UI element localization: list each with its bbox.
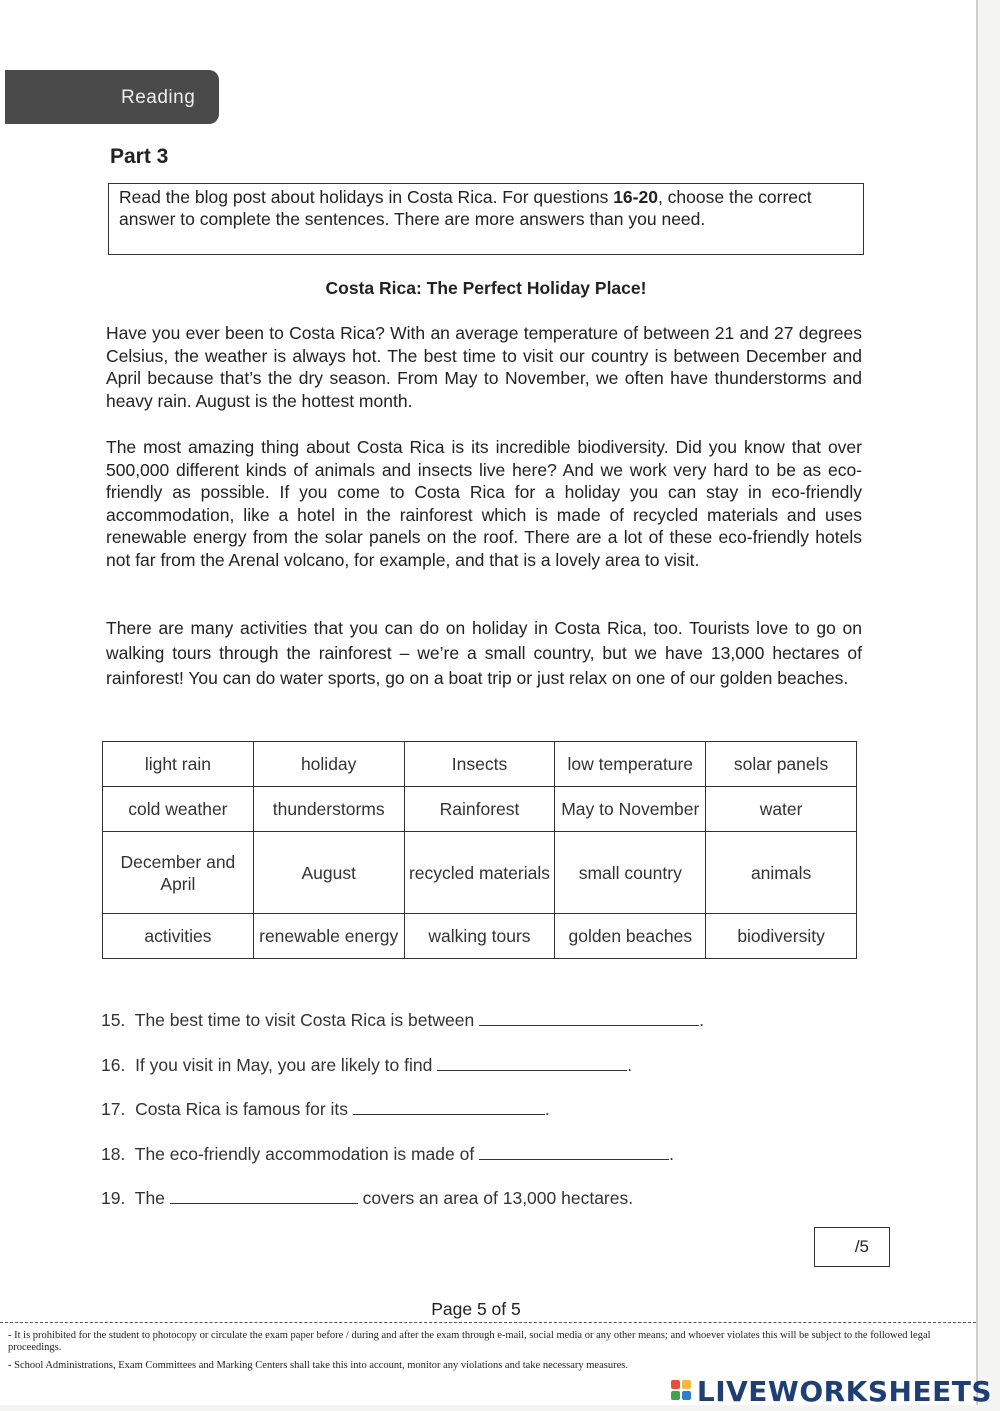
table-row [103,787,857,832]
blog-paragraph: The most amazing thing about Costa Rica is its incredible biodiversity. Did you know that over 500,000 different kinds of animals and insects live here? And we work very hard to be as eco-friendly as possible. If you come to Costa Rica for a holiday you can stay in eco-friendly accommodation, like a hotel in the rainforest which is made of recycled materials and uses renewable energy from the solar panels on the roof. There are a lot of these eco-friendly hotels not far from the Arenal volcano, for example, and that is a lovely area to visit. [106,437,862,570]
liveworksheets-icon [671,1378,693,1404]
word-option: cold weather [103,787,254,832]
word-option: thunderstorms [253,787,404,832]
word-option: small country [555,832,706,914]
table-row [103,742,857,787]
liveworksheets-logo [671,1374,992,1408]
footer-note: - School Administrations, Exam Committees and Marking Centers shall take this into account, monitor any violations and take necessary measures. [8,1360,628,1371]
word-option: Rainforest [404,787,555,832]
instruction-text-end: , choose the correct answer to complete the sentences. There are more answers than you need. [119,187,812,229]
question-number: 18. [101,1144,126,1164]
question-19 [101,1187,633,1209]
word-option: water [706,787,857,832]
question-18 [101,1143,674,1165]
word-option: holiday [253,742,404,787]
word-option: walking tours [404,913,555,958]
word-option: animals [706,832,857,914]
question-text: The [134,1188,165,1208]
score-box: /5 [814,1227,890,1267]
word-bank-table [102,741,857,959]
question-range: 16-20 [613,187,658,207]
answer-blank-17[interactable] [353,1098,545,1115]
footer-note: - It is prohibited for the student to photocopy or circulate the exam paper before / during and after the exam through e-mail, social media or any other means; and whoever violates this will be subject to the followed legal proceedings. [8,1330,931,1353]
blog-paragraph: Have you ever been to Costa Rica? With an average temperature of between 21 and 27 degrees Celsius, the weather is always hot. The best time to visit our country is between December and April because that’s the dry season. From May to November, we often have thunderstorms and heavy rain. August is the hottest month. [106,323,862,411]
question-15 [101,1009,704,1031]
question-end: . [627,1055,633,1075]
instruction-text-start: Read the blog post about holidays in Costa Rica. For questions [119,187,614,207]
question-text: If you visit in May, you are likely to find [135,1055,433,1075]
section-tab: Reading [5,70,219,124]
question-number: 15. [101,1010,126,1030]
instruction-box [108,183,864,255]
question-number: 17. [101,1099,126,1119]
question-end: covers an area of 13,000 hectares. [362,1188,634,1208]
question-text: Costa Rica is famous for its [135,1099,349,1119]
word-option: August [253,832,404,914]
word-option: low temperature [555,742,706,787]
answer-blank-16[interactable] [437,1054,627,1071]
question-end: . [699,1010,704,1030]
blog-title: Costa Rica: The Perfect Holiday Place! [325,278,647,298]
word-option: solar panels [706,742,857,787]
answer-blank-15[interactable] [479,1009,699,1026]
answer-blank-19[interactable] [170,1187,358,1204]
question-text: The eco-friendly accommodation is made of [134,1144,475,1164]
word-option: golden beaches [555,913,706,958]
question-end: . [544,1099,550,1119]
word-option: recycled materials [404,832,555,914]
word-option: biodiversity [706,913,857,958]
question-17 [101,1098,550,1120]
word-option: renewable energy [253,913,404,958]
table-row [103,913,857,958]
word-option: activities [103,913,254,958]
question-number: 16. [101,1055,126,1075]
page-number: Page 5 of 5 [431,1299,521,1319]
word-option: Insects [404,742,555,787]
word-option: light rain [103,742,254,787]
word-option: May to November [555,787,706,832]
blog-paragraph: There are many activities that you can do on holiday in Costa Rica, too. Tourists love to go on walking tours through the rainforest – we’re a small country, but we have 13,000 hectares of rainforest! You can do water sports, go on a boat trip or just relax on one of our golden beaches. [106,618,862,688]
question-text: The best time to visit Costa Rica is between [134,1010,475,1030]
question-number: 19. [101,1188,126,1208]
question-end: . [669,1144,674,1164]
answer-blank-18[interactable] [479,1143,669,1160]
question-16 [101,1054,632,1076]
footer-divider [0,1322,976,1323]
table-row [103,832,857,914]
word-option: December and April [103,832,254,914]
part-title: Part 3 [110,145,169,168]
brand-name: LIVEWORKSHEETS [696,1374,992,1408]
